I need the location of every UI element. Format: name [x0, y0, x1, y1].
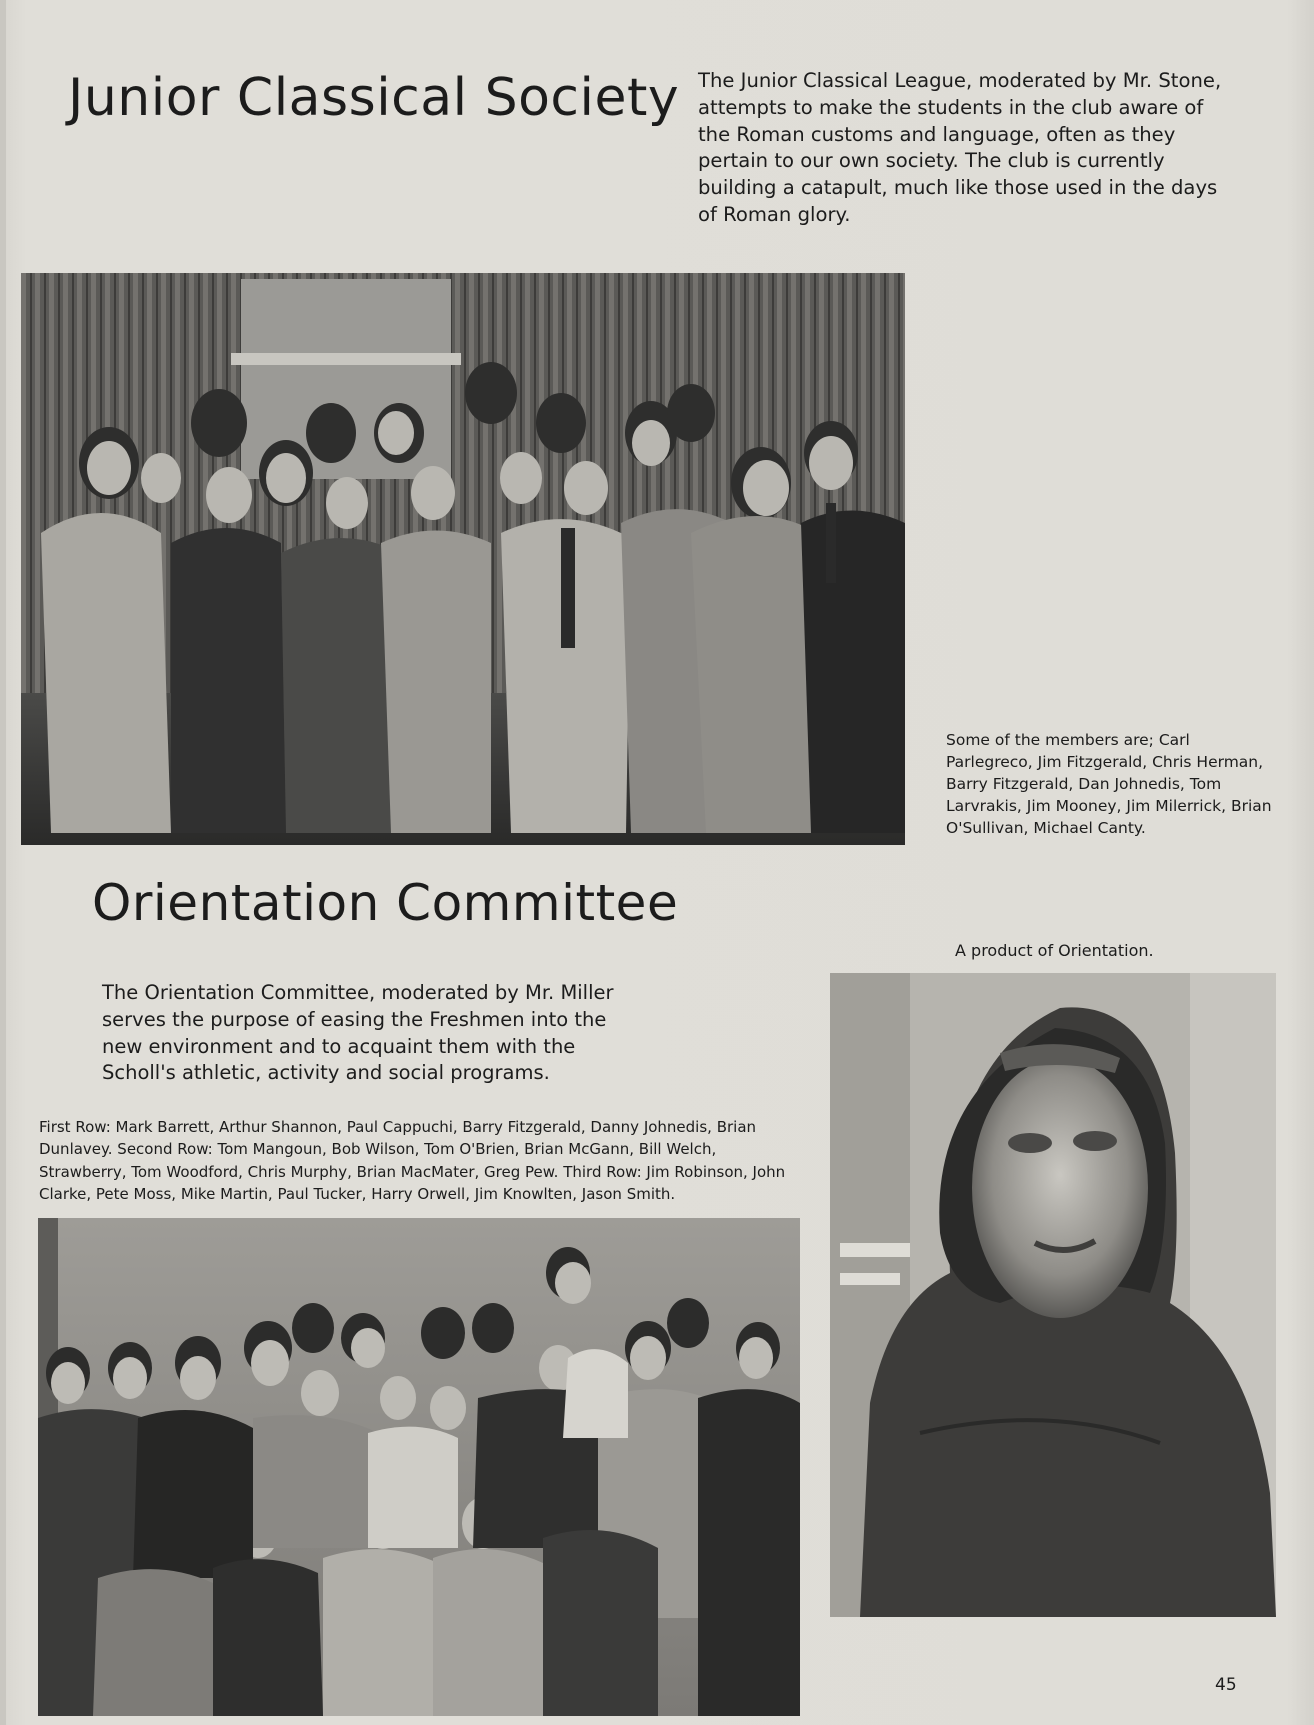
page-number: 45 [1215, 1675, 1237, 1695]
orientation-product-caption: A product of Orientation. [955, 941, 1154, 960]
jcs-heading: Junior Classical Society [68, 68, 680, 128]
jcs-members-caption: Some of the members are; Carl Parlegreco, Jim Fitzgerald, Chris Herman, Barry Fitzgerald, Dan Johnedis, Tom Larvrakis, Jim Mooney, Jim Milerrick, Brian O'Sullivan, Michael Canty. [946, 731, 1272, 837]
orientation-heading: Orientation Committee [92, 874, 679, 932]
page-binding-gutter [0, 0, 6, 1725]
orientation-group-photo [38, 1218, 800, 1716]
jcs-description: The Junior Classical League, moderated by Mr. Stone, attempts to make the students in the club aware of the Roman customs and language, often as they pertain to our own society. The club is currently building a catapult, much like those used in the days of Roman glory. [698, 69, 1222, 226]
jcs-group-photo [21, 273, 905, 845]
orientation-description: The Orientation Committee, moderated by Mr. Miller serves the purpose of easing the Freshmen into the new environment and to acquaint them with the Scholl's athletic, activity and social programs. [102, 981, 614, 1085]
orientation-members-caption: First Row: Mark Barrett, Arthur Shannon, Paul Cappuchi, Barry Fitzgerald, Danny Johnedis, Brian Dunlavey. Second Row: Tom Mangoun, Bob Wilson, Tom O'Brien, Brian McGann, Bill Welch, Strawberry, Tom Woodford, Chris Murphy, Brian MacMater, Greg Pew. Third Row: Jim Robinson, John Clarke, Pete Moss, Mike Martin, Paul Tucker, Harry Orwell, Jim Knowlten, Jason Smith. [39, 1118, 786, 1204]
hooded-mask-photo [830, 973, 1276, 1617]
